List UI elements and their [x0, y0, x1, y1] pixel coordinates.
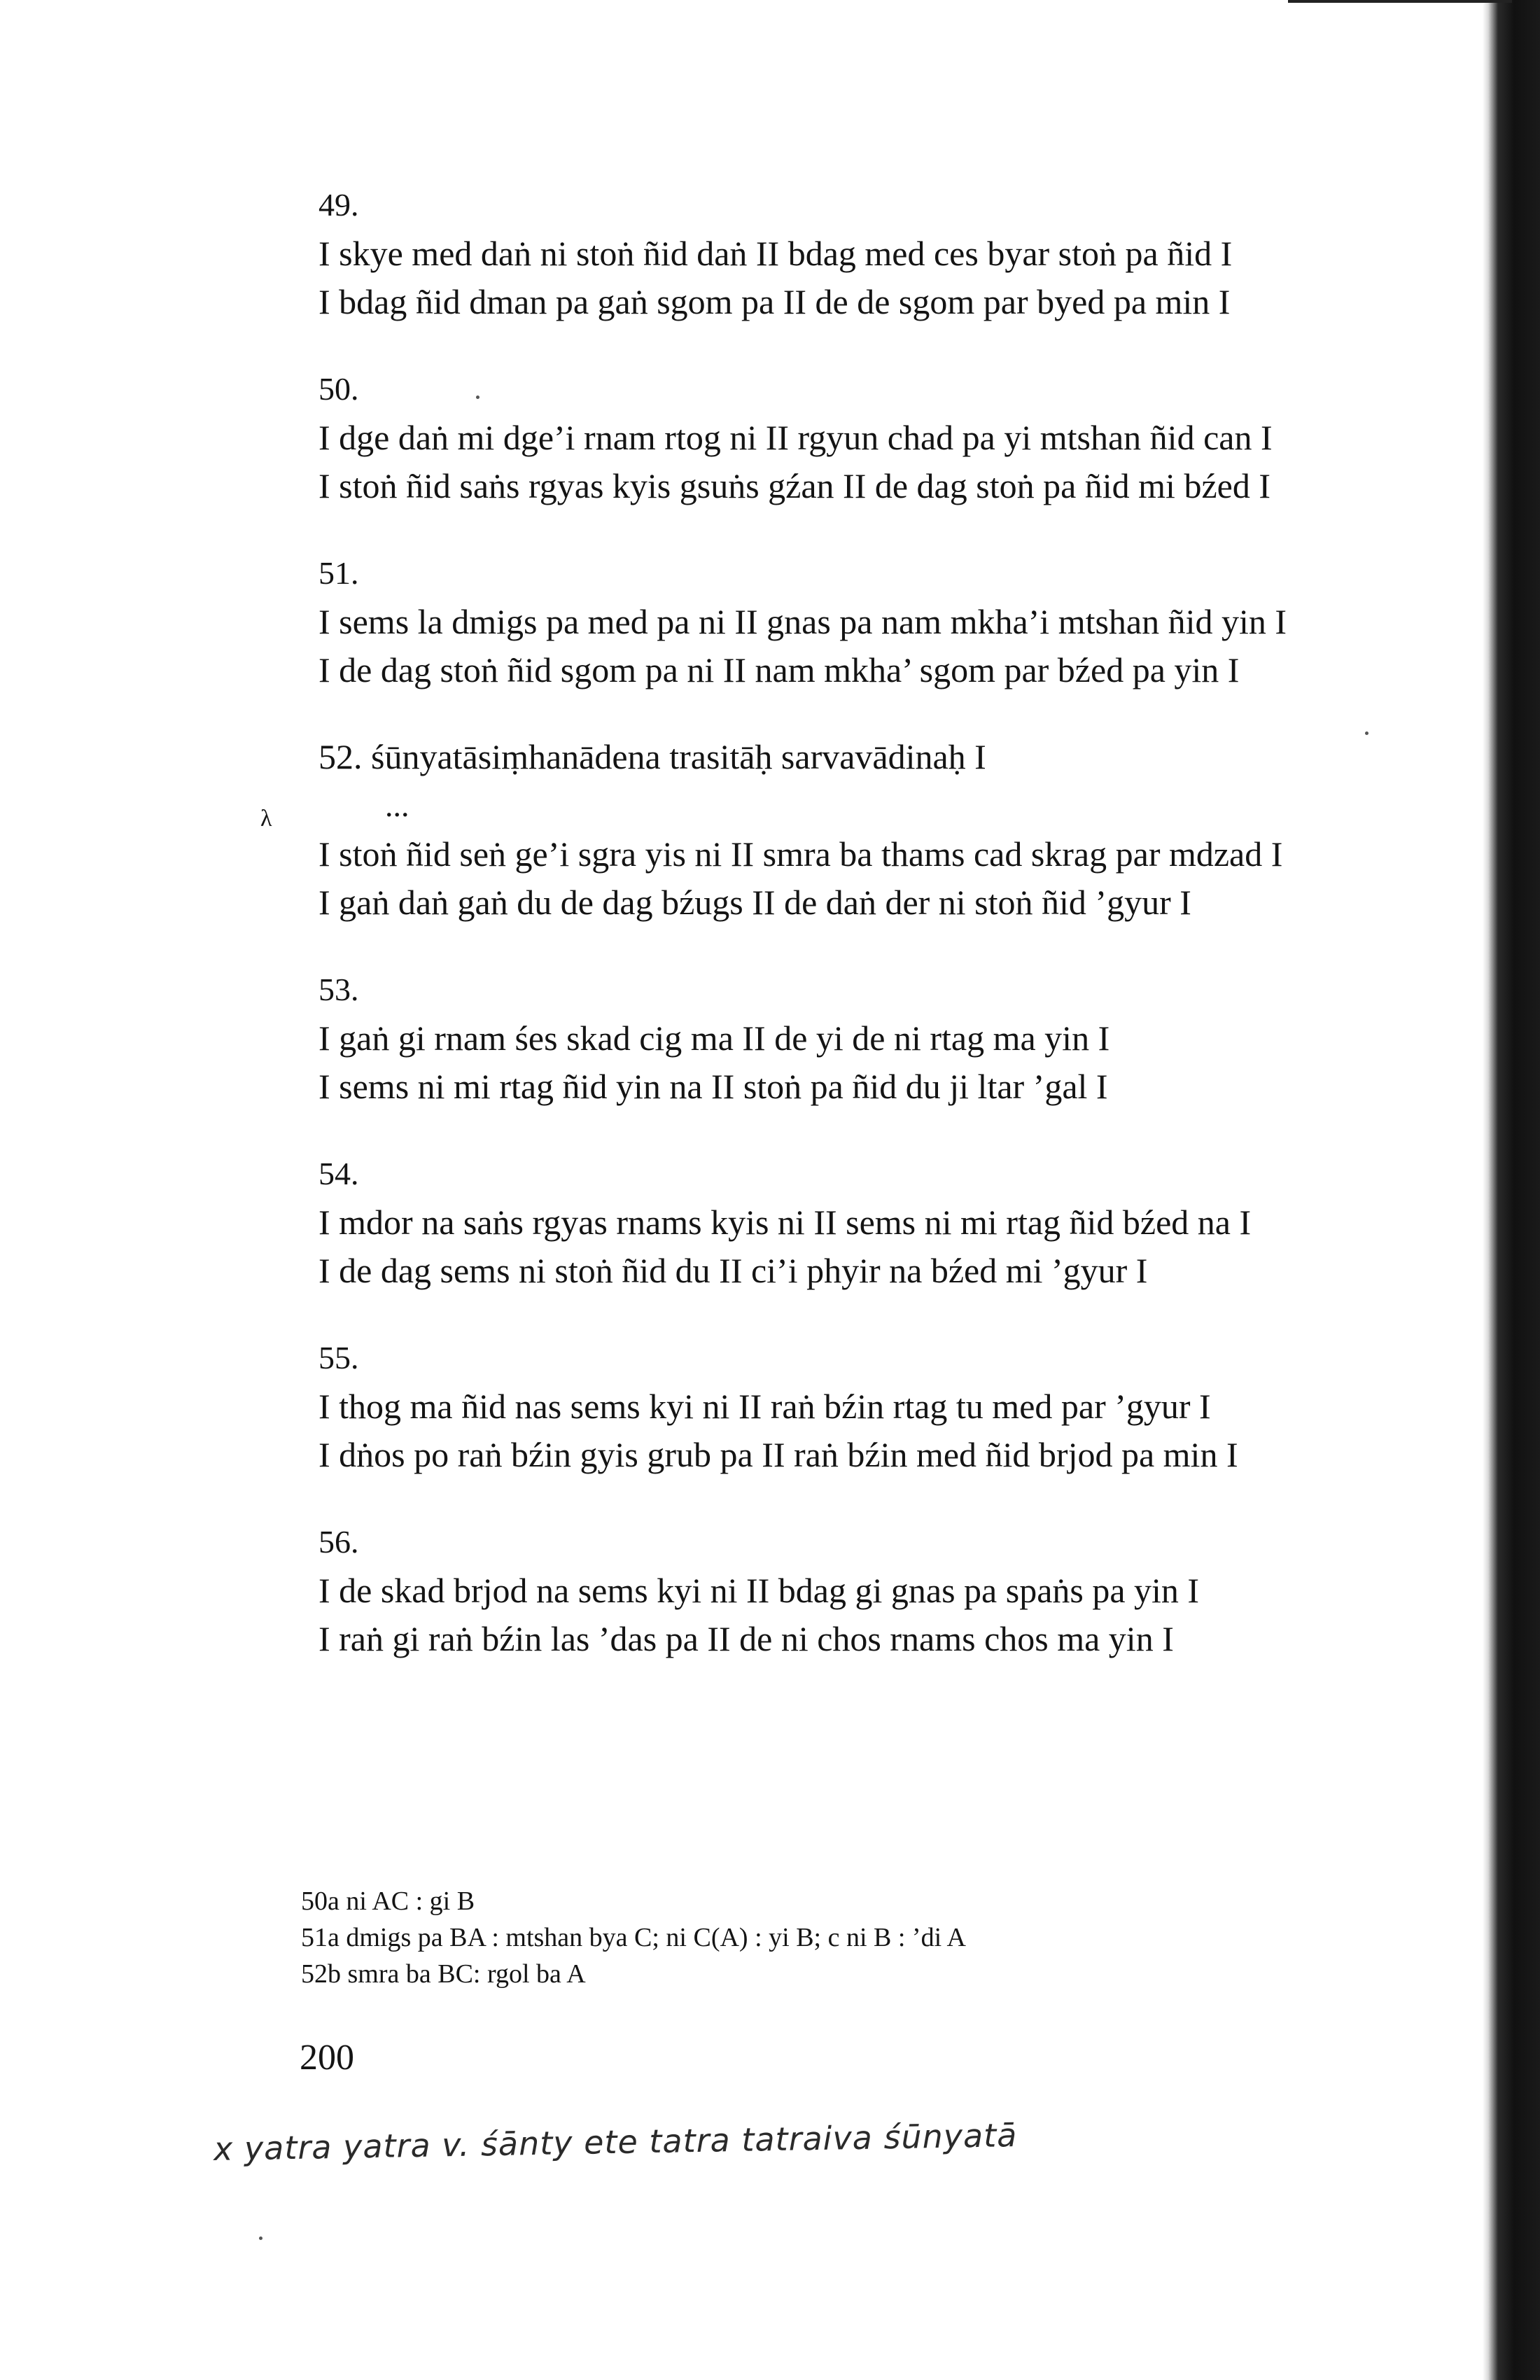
- verse-ellipsis: ...: [385, 788, 410, 823]
- verse-line: I stoṅ ñid seṅ ge’i sgra yis ni II smra ba thams cad skrag par mdzad I: [318, 834, 1283, 874]
- verse-line: I de skad brjod na sems kyi ni II bdag gi gnas pa spaṅs pa yin I: [318, 1571, 1200, 1610]
- verse-number: 55.: [318, 1340, 359, 1376]
- verse-53: [318, 965, 1466, 1111]
- verse-line: I skye med daṅ ni stoṅ ñid daṅ II bdag med ces byar stoṅ pa ñid I: [318, 234, 1233, 273]
- verse-line: I bdag ñid dman pa gaṅ sgom pa II de de sgom par byed pa min I: [318, 282, 1231, 321]
- verse-line: I mdor na saṅs rgyas rnams kyis ni II sems ni mi rtag ñid bźed na I: [318, 1203, 1252, 1242]
- scan-speck: [1365, 732, 1368, 735]
- verse-line: I sems la dmigs pa med pa ni II gnas pa nam mkha’i mtshan ñid yin I: [318, 602, 1287, 641]
- scan-speck: [259, 2236, 262, 2240]
- verse-number: 51.: [318, 555, 359, 591]
- verse-number: 49.: [318, 187, 359, 223]
- scan-top-rule: [1288, 0, 1512, 3]
- verse-line: I gaṅ gi rnam śes skad cig ma II de yi de ni rtag ma yin I: [318, 1018, 1110, 1058]
- verse-number: 56.: [318, 1524, 359, 1560]
- verse-line: I dṅos po raṅ bźin gyis grub pa II raṅ bźin med ñid brjod pa min I: [318, 1435, 1238, 1474]
- footnote: 51a dmigs pa BA : mtshan bya C; ni C(A) : yi B; c ni B : ’di A: [301, 1923, 966, 1952]
- verse-number: 53.: [318, 972, 359, 1007]
- footnotes: [301, 1883, 1421, 1992]
- verse-line: I gaṅ daṅ gaṅ du de dag bźugs II de daṅ der ni stoṅ ñid ’gyur I: [318, 883, 1191, 922]
- verse-56: [318, 1518, 1466, 1663]
- verse-line: I dge daṅ mi dge’i rnam rtog ni II rgyun chad pa yi mtshan ñid can I: [318, 418, 1273, 457]
- verse-number: 50.: [318, 371, 359, 407]
- verse-51: [318, 549, 1466, 694]
- verse-49: [318, 181, 1466, 326]
- scan-speck: [476, 396, 479, 399]
- verse-list: [318, 181, 1466, 1663]
- footnote: 50a ni AC : gi B: [301, 1886, 475, 1916]
- verse-line: I stoṅ ñid saṅs rgyas kyis gsuṅs gźan II de dag stoṅ pa ñid mi bźed I: [318, 466, 1270, 505]
- scan-edge-shadow: [1483, 0, 1540, 2380]
- verse-50: [318, 365, 1466, 510]
- verse-line: I thog ma ñid nas sems kyi ni II raṅ bźin rtag tu med par ’gyur I: [318, 1387, 1211, 1426]
- verse-line: I sems ni mi rtag ñid yin na II stoṅ pa ñid du ji ltar ’gal I: [318, 1067, 1108, 1106]
- page-number: 200: [300, 2038, 354, 2078]
- verse-number: 54.: [318, 1156, 359, 1191]
- margin-mark: λ: [260, 806, 272, 832]
- verse-number-sanskrit: 52. śūnyatāsiṃhanādena trasitāḥ sarvavādinaḥ I: [318, 737, 986, 776]
- verse-line: I de dag sems ni stoṅ ñid du II ci’i phyir na bźed mi ’gyur I: [318, 1251, 1148, 1290]
- verse-line: I raṅ gi raṅ bźin las ’das pa II de ni chos rnams chos ma yin I: [318, 1619, 1174, 1658]
- footnote: 52b smra ba BC: rgol ba A: [301, 1959, 586, 1989]
- handwritten-annotation: x yatra yatra v. śānty ete tatra tatraiva śūnyatā: [213, 2115, 1018, 2169]
- verse-line: I de dag stoṅ ñid sgom pa ni II nam mkha’ sgom par bźed pa yin I: [318, 650, 1240, 690]
- verse-54: [318, 1149, 1466, 1295]
- verse-55: [318, 1334, 1466, 1479]
- verse-52: [318, 733, 1466, 927]
